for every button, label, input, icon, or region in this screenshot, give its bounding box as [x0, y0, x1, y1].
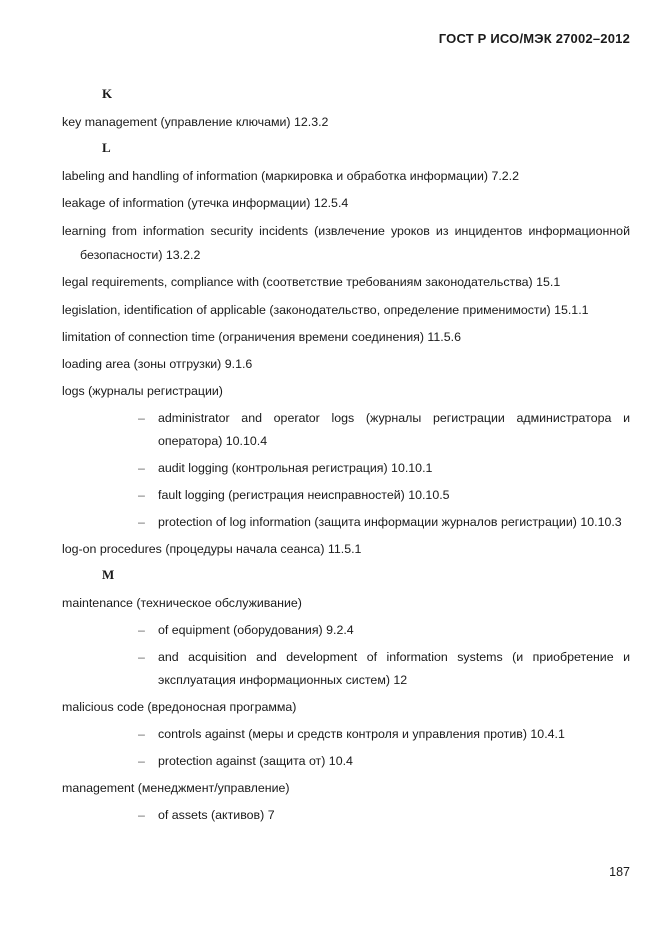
subentry-text: protection against (защита от) 10.4 [158, 754, 353, 768]
section-letter: K [102, 86, 113, 101]
subentry-text: of equipment (оборудования) 9.2.4 [158, 623, 354, 637]
dash-marker: – [138, 461, 145, 475]
index-content [62, 84, 630, 831]
index-entry: learning from information security incidents (извлечение уроков из инцидентов информационной безопасности) 13.2.2 [62, 224, 630, 262]
index-entry: key management (управление ключами) 12.3.2 [62, 115, 329, 129]
index-entry: legislation, identification of applicable (законодательство, определение применимости) 15.1.1 [62, 303, 589, 317]
index-subentry [62, 804, 630, 827]
index-entry: logs (журналы регистрации) [62, 384, 223, 398]
dash-marker: – [138, 488, 145, 502]
subentry-text: and acquisition and development of information systems (и приобретение и эксплуатация информационных систем) 12 [158, 650, 630, 687]
dash-marker: – [138, 411, 145, 425]
index-entry: loading area (зоны отгрузки) 9.1.6 [62, 357, 253, 371]
dash-marker: – [138, 808, 145, 822]
index-entry: limitation of connection time (ограничения времени соединения) 11.5.6 [62, 330, 461, 344]
subentry-text: fault logging (регистрация неисправностей) 10.10.5 [158, 488, 450, 502]
dash-marker: – [138, 515, 145, 529]
subentry-text: audit logging (контрольная регистрация) 10.10.1 [158, 461, 433, 475]
subentry-text: of assets (активов) 7 [158, 808, 275, 822]
index-entry: log-on procedures (процедуры начала сеанса) 11.5.1 [62, 542, 362, 556]
dash-marker: – [138, 727, 145, 741]
document-header: ГОСТ Р ИСО/МЭК 27002–2012 [438, 31, 630, 46]
section-letter: L [102, 140, 111, 155]
dash-marker: – [138, 650, 145, 664]
index-subentry [62, 619, 630, 642]
section-letter: M [102, 567, 115, 582]
index-subentry [62, 457, 630, 480]
index-subentry [62, 407, 630, 453]
index-entry: management (менеджмент/управление) [62, 781, 290, 795]
subentry-text: controls against (меры и средств контроля и управления против) 10.4.1 [158, 727, 565, 741]
index-entry: maintenance (техническое обслуживание) [62, 596, 302, 610]
index-entry: malicious code (вредоносная программа) [62, 700, 297, 714]
index-subentry [62, 723, 630, 746]
index-entry: leakage of information (утечка информации) 12.5.4 [62, 196, 349, 210]
index-subentry [62, 484, 630, 507]
index-subentry [62, 646, 630, 692]
page-number: 187 [609, 865, 630, 879]
index-subentry [62, 511, 630, 534]
dash-marker: – [138, 623, 145, 637]
subentry-text: administrator and operator logs (журналы регистрации администратора и оператора) 10.10.4 [158, 411, 630, 448]
index-entry: labeling and handling of information (маркировка и обработка информации) 7.2.2 [62, 169, 520, 183]
dash-marker: – [138, 754, 145, 768]
index-subentry [62, 750, 630, 773]
subentry-text: protection of log information (защита информации журналов регистрации) 10.10.3 [158, 515, 622, 529]
index-entry: legal requirements, compliance with (соответствие требованиям законодательства) 15.1 [62, 275, 561, 289]
